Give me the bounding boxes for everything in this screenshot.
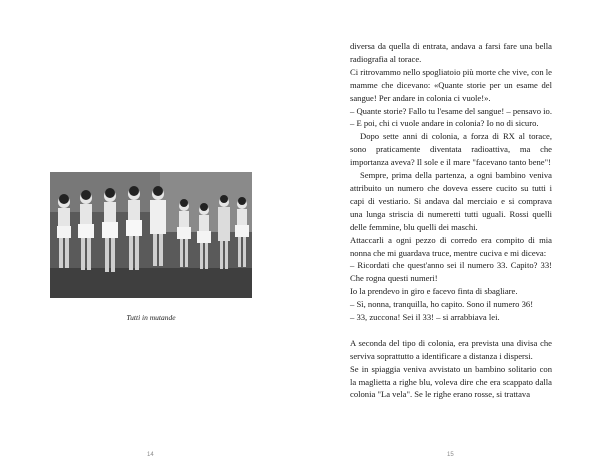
paragraph: – Sì, nonna, tranquilla, ho capito. Sono il numero 36! <box>350 299 534 310</box>
right-page <box>300 0 600 472</box>
paragraph: Ci ritrovammo nello spogliatoio più morte che vive, con le mamme che dicevano: «Quante storie per un esame del sangue! Per andare in colonia ci vuole!». <box>350 66 552 103</box>
paragraph: – Ricordati che quest'anno sei il numero 33. Capito? 33! Che rogna questi numeri! <box>350 260 552 284</box>
page-number-right: 15 <box>447 452 454 458</box>
paragraph: Io la prendevo in giro e facevo finta di sbagliare. <box>350 286 518 297</box>
paragraph: Attaccarli a ogni pezzo di corredo era compito di mia nonna che mi guardava truce, mentre cuciva e mi diceva: <box>350 234 552 258</box>
paragraph: Dopo sette anni di colonia, a forza di RX al torace, sono praticamente diventata radioattiva, ma che importanza aveva? Il sole e il mare "facevano tanto bene"! <box>350 131 552 168</box>
paragraph: Se in spiaggia veniva avvistato un bambino solitario con la maglietta a righe blu, voleva dire che era scappato dalla colonia "La vela". Se le righe erano rosse, si trattava <box>350 363 552 400</box>
photo-caption: Tutti in mutande <box>126 313 176 322</box>
body-text <box>350 40 552 401</box>
page-number-left: 14 <box>147 452 154 458</box>
paragraph: A seconda del tipo di colonia, era prevista una divisa che serviva soprattutto a identificare a distanza i dispersi. <box>350 337 552 361</box>
paragraph: Sempre, prima della partenza, a ogni bambino veniva attribuito un numero che doveva essere cucito su tutti i capi di vestiario. Si andava dal merciaio e si comprava una lunga striscia di numeretti tutti uguali. Rossi quelli delle femmine, blu quelli dei maschi. <box>350 170 552 232</box>
children-photo-image <box>50 172 252 298</box>
children-photo <box>50 172 252 298</box>
paragraph: – 33, zuccona! Sei il 33! – si arrabbiava lei. <box>350 312 500 323</box>
paragraph: diversa da quella di entrata, andava a farsi fare una bella radiografia al torace. <box>350 41 552 64</box>
paragraph: – Quante storie? Fallo tu l'esame del sangue! – pensavo io. – E poi, chi ci vuole andare in colonia? Io no di sicuro. <box>350 105 552 129</box>
